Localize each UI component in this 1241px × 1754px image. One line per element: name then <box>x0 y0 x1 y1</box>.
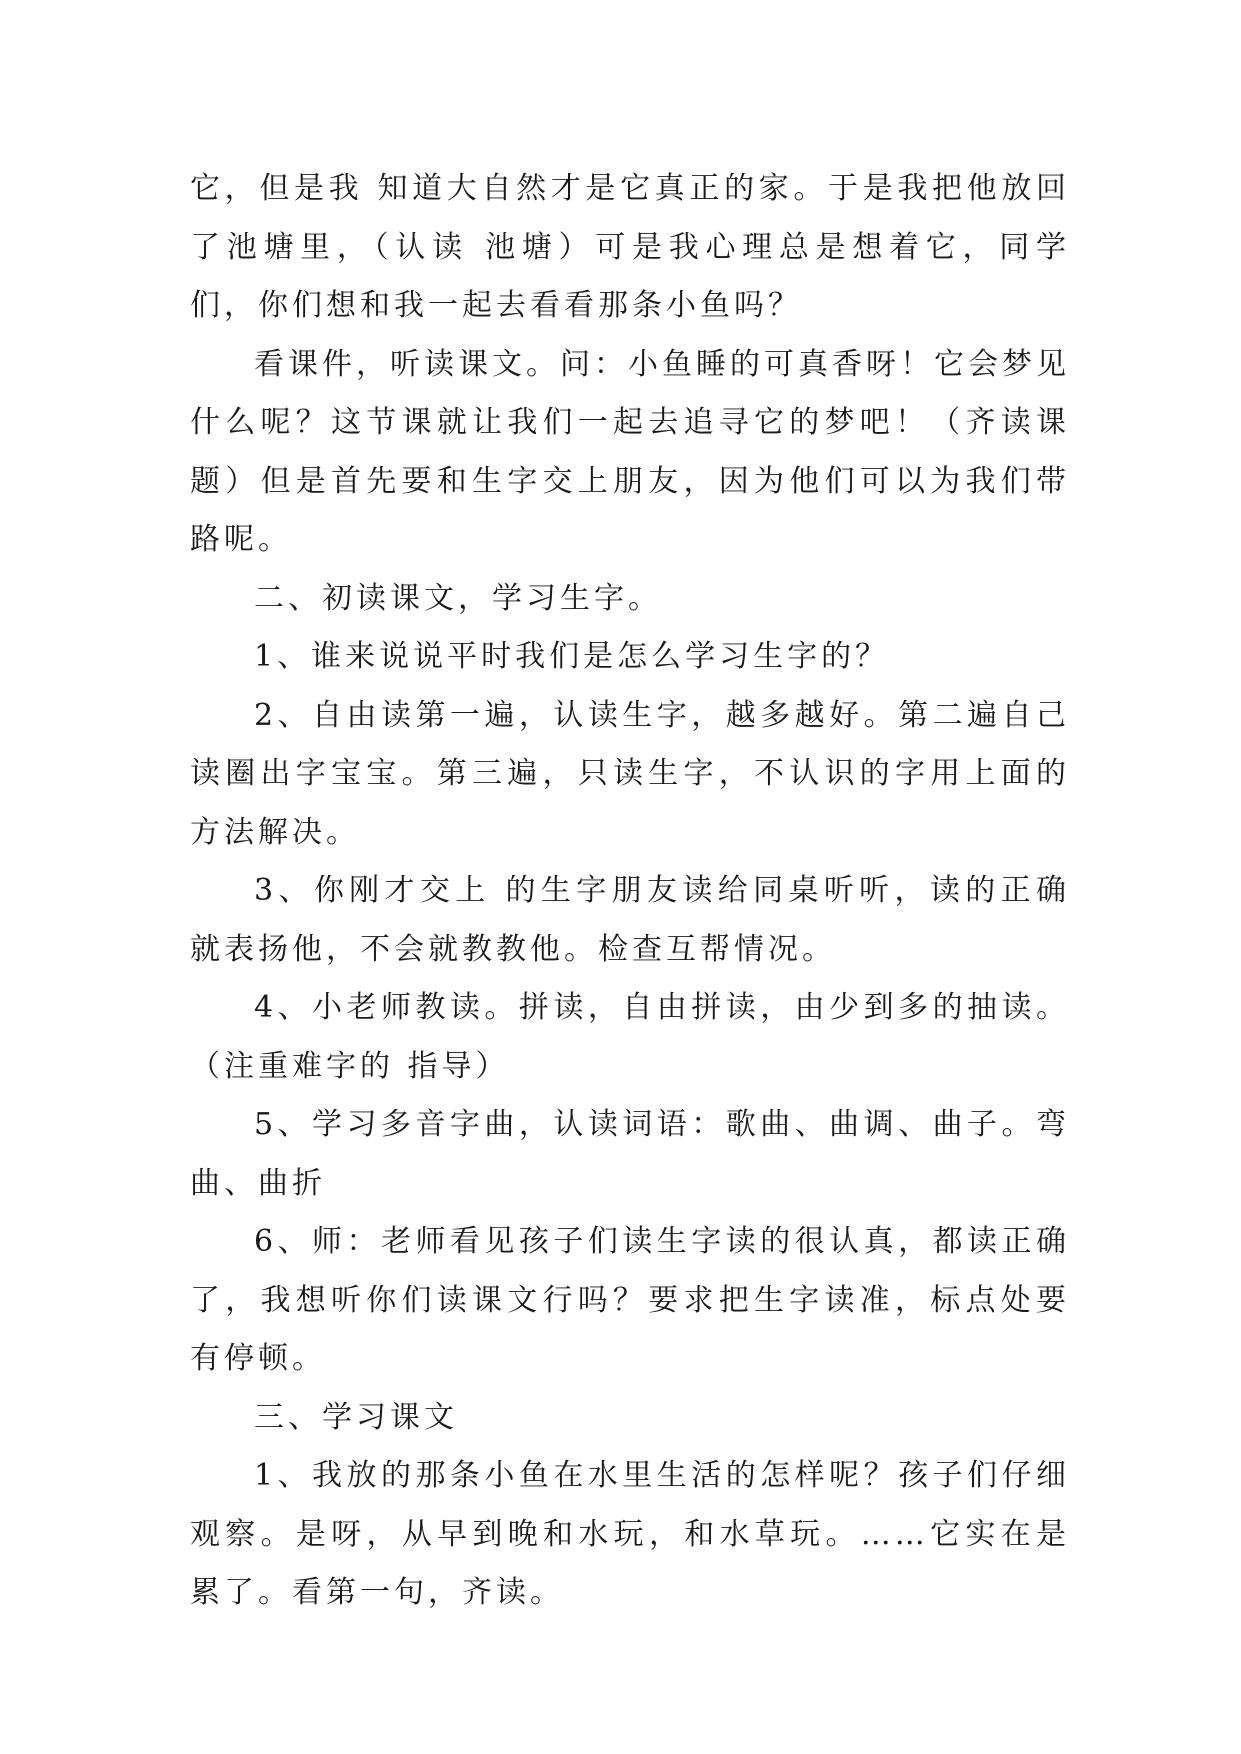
paragraph-1: 它，但是我 知道大自然才是它真正的家。于是我把他放回了池塘里，（认读 池塘）可是我心理总是想着它，同学们，你们想和我一起去看看那条小鱼吗？ <box>190 171 1070 323</box>
list-item-2-2: 2、自由读第一遍，认读生字，越多越好。第二遍自己读圈出字宝宝。第三遍，只读生字，不认识的字用上面的方法解决。 <box>190 697 1070 850</box>
section-heading-2: 二、初读课文，学习生字。 <box>254 580 662 616</box>
list-item-3-1: 1、我放的那条小鱼在水里生活的怎样呢？孩子们仔细观察。是呀，从早到晚和水玩，和水草玩。……它实在是累了。看第一句，齐读。 <box>190 1458 1070 1610</box>
list-item-2-4: 4、小老师教读。拼读，自由拼读，由少到多的抽读。（注重难字的 指导） <box>190 990 1070 1084</box>
section-heading-3: 三、学习课文 <box>254 1399 458 1435</box>
list-item-2-1: 1、谁来说说平时我们是怎么学习生字的？ <box>254 639 890 674</box>
list-item-2-5: 5、学习多音字曲，认读词语：歌曲、曲调、曲子。弯曲、曲折 <box>190 1107 1070 1201</box>
paragraph-2: 看课件，听读课文。问：小鱼睡的可真香呀！它会梦见什么呢？这节课就让我们一起去追寻它的梦吧！（齐读课题）但是首先要和生字交上朋友，因为他们可以为我们带路呢。 <box>190 346 1070 557</box>
list-item-2-3: 3、你刚才交上 的生字朋友读给同桌听听，读的正确就表扬他，不会就教教他。检查互帮情况。 <box>190 873 1070 967</box>
list-item-2-6: 6、师：老师看见孩子们读生字读的很认真，都读正确了，我想听你们读课文行吗？要求把生字读准，标点处要有停顿。 <box>190 1224 1070 1376</box>
document-body <box>190 160 1070 1623</box>
